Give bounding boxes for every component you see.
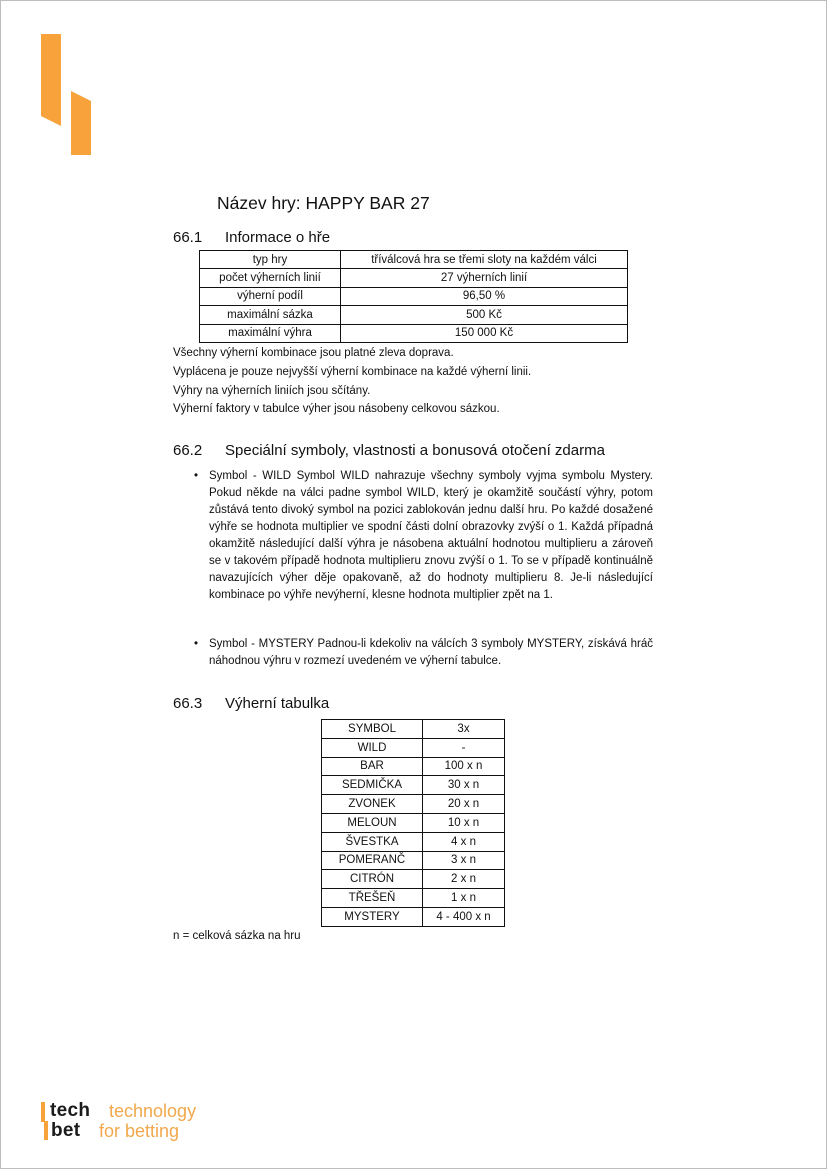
section-title: Výherní tabulka (225, 695, 330, 712)
payout-cell: 10 x n (423, 813, 505, 832)
rule-paragraph: Vyplácena je pouze nejvyšší výherní kombinace na každé výherní linii. (173, 366, 532, 378)
bullet-icon: • (194, 470, 199, 482)
table-row (322, 813, 505, 832)
bullet-wild (194, 468, 653, 604)
paytable-footnote: n = celková sázka na hru (173, 930, 301, 942)
section-heading-66-2 (173, 442, 605, 459)
table-row (322, 851, 505, 870)
symbol-cell: POMERANČ (322, 851, 423, 870)
table-row (322, 889, 505, 908)
payout-cell: 1 x n (423, 889, 505, 908)
section-number: 66.2 (173, 442, 203, 459)
bullet-text: Symbol - MYSTERY Padnou-li kdekoliv na válcích 3 symboly MYSTERY, získává hráč náhodnou výhru v rozmezí uvedeném ve výherní tabulce. (209, 638, 653, 667)
info-value: 27 výherních linií (341, 269, 628, 287)
symbol-cell: MELOUN (322, 813, 423, 832)
table-row (322, 795, 505, 814)
game-title: Název hry: HAPPY BAR 27 (217, 193, 430, 213)
rule-paragraph: Výhry na výherních liniích jsou sčítány. (173, 385, 371, 397)
section-number: 66.3 (173, 695, 203, 712)
payout-cell: - (423, 738, 505, 757)
logo-word-tech: tech (50, 1100, 91, 1121)
payout-cell: 30 x n (423, 776, 505, 795)
info-value: 150 000 Kč (341, 324, 628, 342)
table-row (322, 776, 505, 795)
footer-logo (41, 1102, 241, 1146)
info-value: 96,50 % (341, 287, 628, 305)
symbol-cell: ZVONEK (322, 795, 423, 814)
payout-cell: 4 - 400 x n (423, 907, 505, 926)
bullet-icon: • (194, 638, 199, 650)
section-title: Informace o hře (225, 229, 331, 246)
rule-paragraph: Všechny výherní kombinace jsou platné zleva doprava. (173, 347, 454, 359)
info-key: počet výherních linií (200, 269, 341, 287)
symbol-cell: MYSTERY (322, 907, 423, 926)
paytable (321, 719, 505, 927)
payout-cell: 4 x n (423, 832, 505, 851)
logo-bar-icon (41, 1102, 45, 1122)
table-row (200, 269, 628, 287)
column-header-symbol: SYMBOL (322, 720, 423, 739)
info-key: maximální sázka (200, 306, 341, 324)
table-row (322, 832, 505, 851)
payout-cell: 20 x n (423, 795, 505, 814)
table-row (200, 251, 628, 269)
info-key: maximální výhra (200, 324, 341, 342)
info-key: výherní podíl (200, 287, 341, 305)
table-row (200, 287, 628, 305)
section-title: Speciální symboly, vlastnosti a bonusová otočení zdarma (225, 442, 605, 459)
payout-cell: 3 x n (423, 851, 505, 870)
column-header-3x: 3x (423, 720, 505, 739)
paytable-header-row (322, 720, 505, 739)
logo-tagline-for-betting: for betting (99, 1121, 180, 1141)
game-info-table (199, 250, 628, 343)
table-row (322, 738, 505, 757)
table-row (322, 757, 505, 776)
symbol-cell: SEDMIČKA (322, 776, 423, 795)
logo-word-bet: bet (51, 1120, 81, 1141)
symbol-cell: ŠVESTKA (322, 832, 423, 851)
info-key: typ hry (200, 251, 341, 269)
rule-paragraph: Výherní faktory v tabulce výher jsou násobeny celkovou sázkou. (173, 403, 500, 415)
table-row (322, 870, 505, 889)
info-value: tříválcová hra se třemi sloty na každém válci (341, 251, 628, 269)
logo-bar-icon (44, 1121, 48, 1140)
payout-cell: 100 x n (423, 757, 505, 776)
techbet-logo-mark-icon (41, 34, 93, 156)
section-number: 66.1 (173, 229, 203, 246)
symbol-cell: CITRÓN (322, 870, 423, 889)
symbol-cell: WILD (322, 738, 423, 757)
section-heading-66-1 (173, 229, 330, 246)
logo-tagline-technology: technology (109, 1101, 197, 1121)
payout-cell: 2 x n (423, 870, 505, 889)
info-value: 500 Kč (341, 306, 628, 324)
bullet-mystery (194, 636, 653, 670)
symbol-cell: BAR (322, 757, 423, 776)
table-row (322, 907, 505, 926)
symbol-cell: TŘEŠEŇ (322, 889, 423, 908)
table-row (200, 306, 628, 324)
section-heading-66-3 (173, 695, 329, 712)
bullet-text: Symbol - WILD Symbol WILD nahrazuje všechny symboly vyjma symbolu Mystery. Pokud někde na válci padne symbol WILD, který je okamžitě součástí výhry, potom zůstává tento divoký symbol na pozici zablokován jednu další hru. Po každé dosažené výhře se hodnota multiplier ve spodní části dolní obrazovky zvýší o 1. Každá případná okamžitě následující další výhra je násobena aktuální hodnotou multiplieru a zároveň se v takovém případě hodnota multiplieru znovu zvýší o 1. To se v případě kontinuálně navazujících výher děje opakovaně, až do hodnoty multiplieru 8. Je-li následující kombinace po výhře nevýherní, klesne hodnota multiplier zpět na 1. (209, 470, 653, 601)
table-row (200, 324, 628, 342)
